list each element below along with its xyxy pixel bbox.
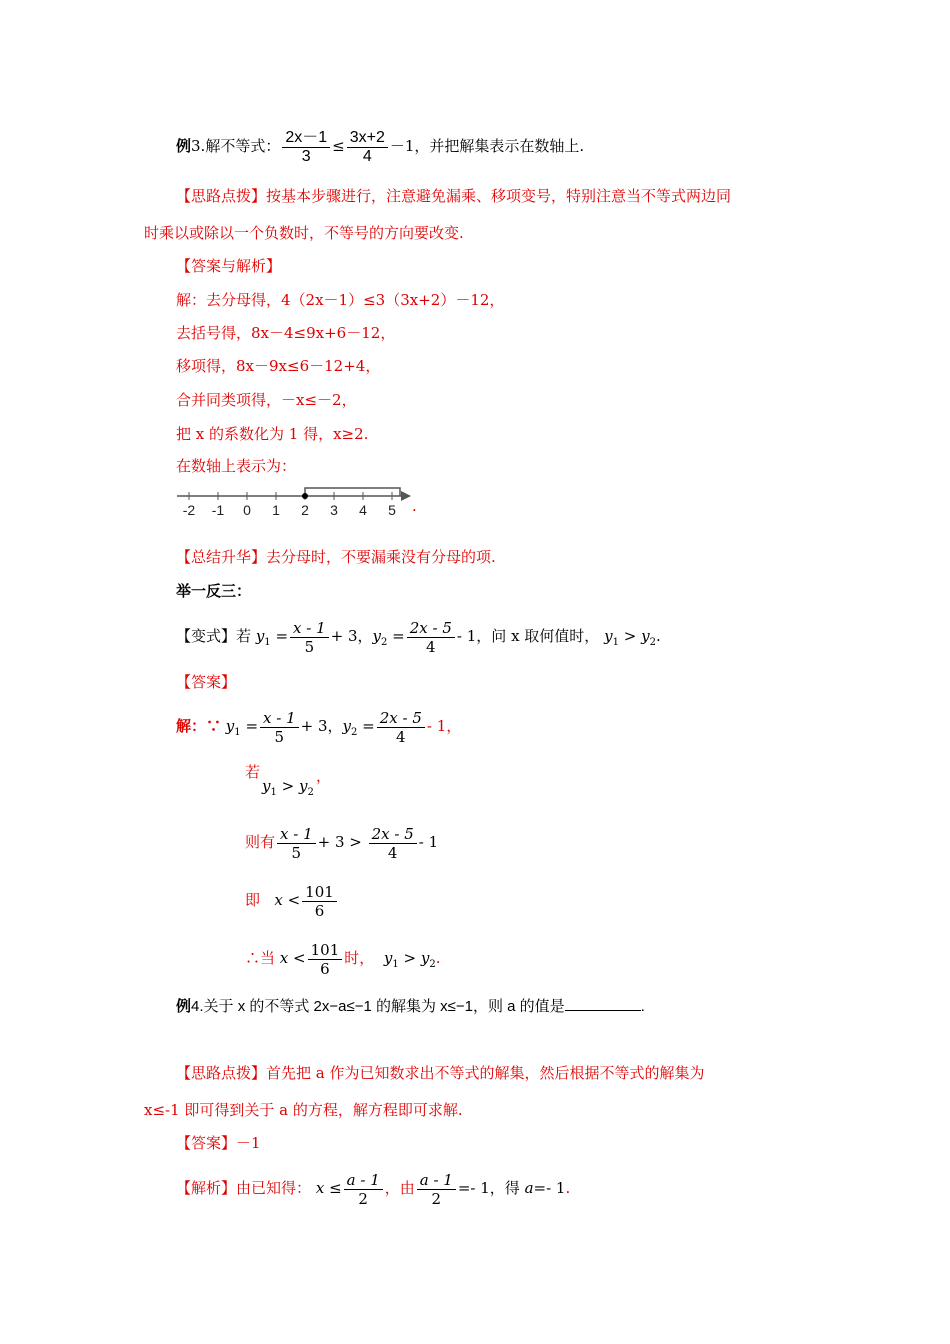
number-line-tick-label: 1 (272, 502, 280, 518)
number-line-tick-label: 5 (388, 502, 396, 518)
summary-line: 【总结升华】去分母时，不要漏乘没有分母的项. (176, 548, 496, 566)
answer-2-tag: 【答案】 (176, 1134, 237, 1152)
solution-namely-line: 即 x < $\frac{101}{6}$ (245, 880, 339, 920)
example-4-label: 例 (176, 998, 192, 1015)
number-line-tick-label: 0 (243, 502, 251, 518)
analysis-tag: 【解析】 (176, 1179, 237, 1197)
variant-fraction-1: $\frac{x - 1}{5}$ (290, 619, 329, 656)
analysis-fraction-2: $\frac{a - 1}{2}$ (417, 1171, 456, 1208)
solution-step-5: 把 x 的系数化为 1 得，x≥2. (176, 425, 369, 443)
conclusion-fraction: $\frac{101}{6}$ (308, 941, 343, 978)
solution-step-4: 合并同类项得，－x≤－2， (176, 391, 357, 409)
solution-fraction-1: $\frac{x - 1}{5}$ (260, 709, 299, 746)
answer-2-line: 【答案】－1 (176, 1134, 261, 1152)
fraction-2: $\frac{3x+2}{4}$ (347, 129, 388, 166)
solution-step-3: 移项得，8x－9x≤6－12+4， (176, 357, 381, 375)
analysis-fraction-1: $\frac{a - 1}{2}$ (344, 1171, 383, 1208)
solution-given-line: 解：∵ $y_1$ = $\frac{x - 1}{5}$ + 3，$y_2$ = $\frac{2x - 5}{4}$ - 1， (176, 708, 462, 746)
hint-2-tag: 【思路点拨】 (176, 1064, 267, 1082)
number-line (174, 482, 434, 522)
hint-2-line-2: x≤-1 即可得到关于 a 的方程，解方程即可求解. (144, 1101, 463, 1119)
solution-if-condition: $y_1 > y_2$ (262, 777, 314, 798)
example-4-line: 例4.关于 x 的不等式 2x−a≤−1 的解集为 x≤−1，则 a 的值是 . (176, 998, 645, 1015)
analysis-line: 【解析】由已知得： x ≤ $\frac{a - 1}{2}$ ，由 $\frac{a - 1}{2}$ =- 1，得 a=- 1. (176, 1170, 571, 1208)
variant-tag: 【变式】 (176, 627, 237, 645)
then-fraction-2: $\frac{2x - 5}{4}$ (369, 825, 417, 862)
solution-step-1: 解：去分母得，4（2x－1）≤3（3x+2）－12， (176, 291, 505, 309)
namely-fraction: $\frac{101}{6}$ (302, 883, 337, 920)
solution-bracket (305, 488, 400, 496)
solution-point (302, 493, 308, 499)
example-number: 3. (191, 137, 206, 155)
variant-fraction-2: $\frac{2x - 5}{4}$ (407, 619, 455, 656)
then-fraction-1: $\frac{x - 1}{5}$ (277, 825, 316, 862)
summary-tag: 【总结升华】 (176, 548, 267, 566)
variant-title: 举一反三： (176, 583, 252, 600)
example-3-line: 例3.解不等式： $\frac{2x-1}{3}$ ≤ $\frac{3x+2}{4}$ －1，并把解集表示在数轴上. (176, 128, 585, 165)
number-line-arrow (401, 491, 411, 501)
solution-conclusion-line: ∴当 x < $\frac{101}{6}$ 时， $y_1 > y_2$. (245, 940, 441, 978)
example-label: 例 (176, 138, 192, 155)
number-line-tick-label: -1 (211, 502, 225, 518)
number-line-tick-label: 3 (330, 502, 338, 518)
solution-step-6: 在数轴上表示为： (176, 457, 297, 475)
number-line-tick-label: 2 (301, 502, 309, 518)
number-line-tick-label: 4 (359, 502, 367, 518)
hint-1-line-2: 时乘以或除以一个负数时，不等号的方向要改变. (144, 224, 464, 242)
solution-fraction-2: $\frac{2x - 5}{4}$ (377, 709, 425, 746)
number-line-tick-label: -2 (182, 502, 196, 518)
answer-analysis-tag: 【答案与解析】 (176, 257, 282, 275)
variant-line: 【变式】若 $y_1$ = $\frac{x - 1}{5}$ + 3，$y_2$ = $\frac{2x - 5}{4}$ - 1，问 x 取何值时， $y_1 > y_2$. (176, 618, 661, 656)
answer-blank (565, 996, 641, 1011)
variant-answer-tag: 【答案】 (176, 673, 237, 691)
number-line-period: . (412, 497, 417, 515)
example-intro: 解不等式： (205, 137, 281, 155)
hint-2-line-1: 【思路点拨】首先把 a 作为已知数求出不等式的解集，然后根据不等式的解集为 (176, 1064, 705, 1082)
example-tail: －1，并把解集表示在数轴上. (389, 137, 585, 155)
hint-1-line-1: 【思路点拨】按基本步骤进行，注意避免漏乘、移项变号，特别注意当不等式两边同 (176, 187, 732, 205)
solution-if-comma: ， (316, 767, 332, 785)
solution-step-2: 去括号得，8x－4≤9x+6－12， (176, 324, 396, 342)
solution-then-line: 则有 $\frac{x - 1}{5}$ + 3 > $\frac{2x - 5}{4}$ - 1 (245, 824, 439, 862)
fraction-1: $\frac{2x-1}{3}$ (282, 129, 330, 166)
solution-if: 若 (245, 763, 261, 781)
hint-tag: 【思路点拨】 (176, 187, 267, 205)
